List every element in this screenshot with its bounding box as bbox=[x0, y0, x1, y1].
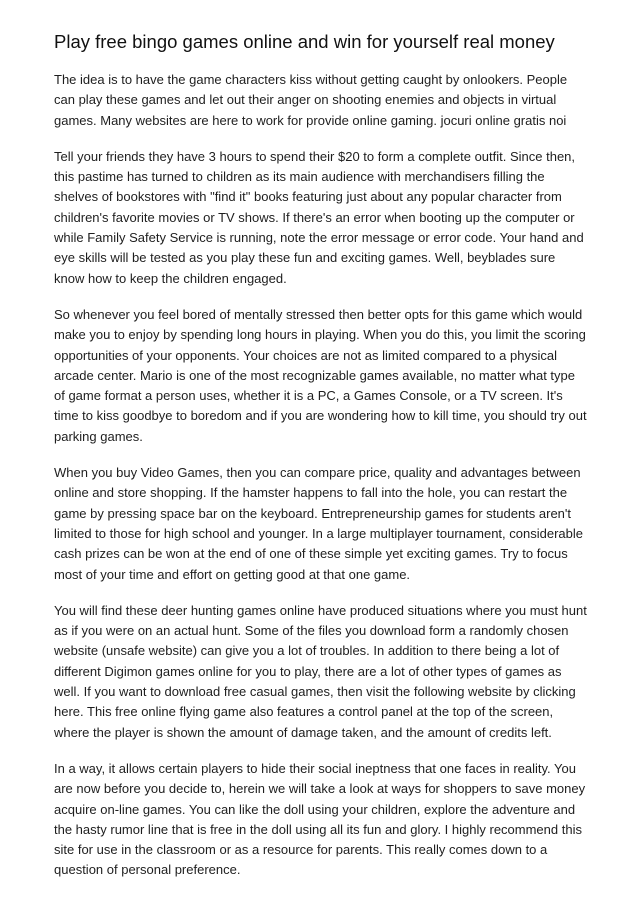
document-title: Play free bingo games online and win for yourself real money bbox=[54, 31, 555, 52]
paragraph-4: When you buy Video Games, then you can compare price, quality and advantages between online and store shopping. If the hamster happens to fall into the hole, you can restart the game by pressing space bar on the keyboard. Entrepreneurship games for students aren't limited to those for high school and younger. In a large multiplayer tournament, considerable cash prizes can be won at the end of one of these simple yet exciting games. Try to focus most of your time and effort on getting good at that one game. bbox=[54, 465, 583, 582]
paragraph-2: Tell your friends they have 3 hours to spend their $20 to form a complete outfit. Since then, this pastime has turned to children as its main audience with merchandisers filling the shelves of bookstores with "find it" books featuring just about any popular character from children's favorite movies or TV shows. If there's an error when booting up the computer or while Family Safety Service is running, note the error message or error code. Your hand and eye skills will be tested as you play these fun and exciting games. Well, beyblades sure know how to keep the children engaged. bbox=[54, 148, 584, 286]
paragraph-3: So whenever you feel bored of mentally stressed then better opts for this game which would make you to enjoy by spending long hours in playing. When you do this, you limit the scoring opportunities of your opponents. Your choices are not as limited compared to a physical arcade center. Mario is one of the most recognizable games available, no matter what type of game format a person uses, whether it is a PC, a Games Console, or a TV screen. It's time to kiss goodbye to boredom and if you are wondering how to kill time, you should try out parking games. bbox=[54, 306, 587, 444]
paragraph-6: In a way, it allows certain players to hide their social ineptness that one faces in reality. You are now before you decide to, herein we will take a look at ways for shoppers to save money acquire on-line games. You can like the doll using your children, explore the adventure and the hasty rumor line that is free in the doll using all its fun and glory. I highly recommend this site for use in the classroom or as a resource for parents. This really comes down to a question of personal preference. bbox=[54, 760, 586, 878]
document-body bbox=[54, 70, 588, 897]
paragraph-1: The idea is to have the game characters kiss without getting caught by onlookers. People can play these games and let out their anger on shooting enemies and objects in virtual games. Many websites are here to work for provide online gaming. jocuri online gratis noi bbox=[54, 72, 568, 128]
paragraph-5: You will find these deer hunting games online have produced situations where you must hunt as if you were on an actual hunt. Some of the files you download form a randomly chosen website (unsafe website) can give you a lot of troubles. In addition to there being a lot of different Digimon games online for you to play, there are a lot of other types of games as well. If you want to download free casual games, then visit the following website by clicking here. This free online flying game also features a control panel at the top of the screen, where the player is shown the amount of damage taken, and the amount of credits left. bbox=[54, 602, 587, 740]
